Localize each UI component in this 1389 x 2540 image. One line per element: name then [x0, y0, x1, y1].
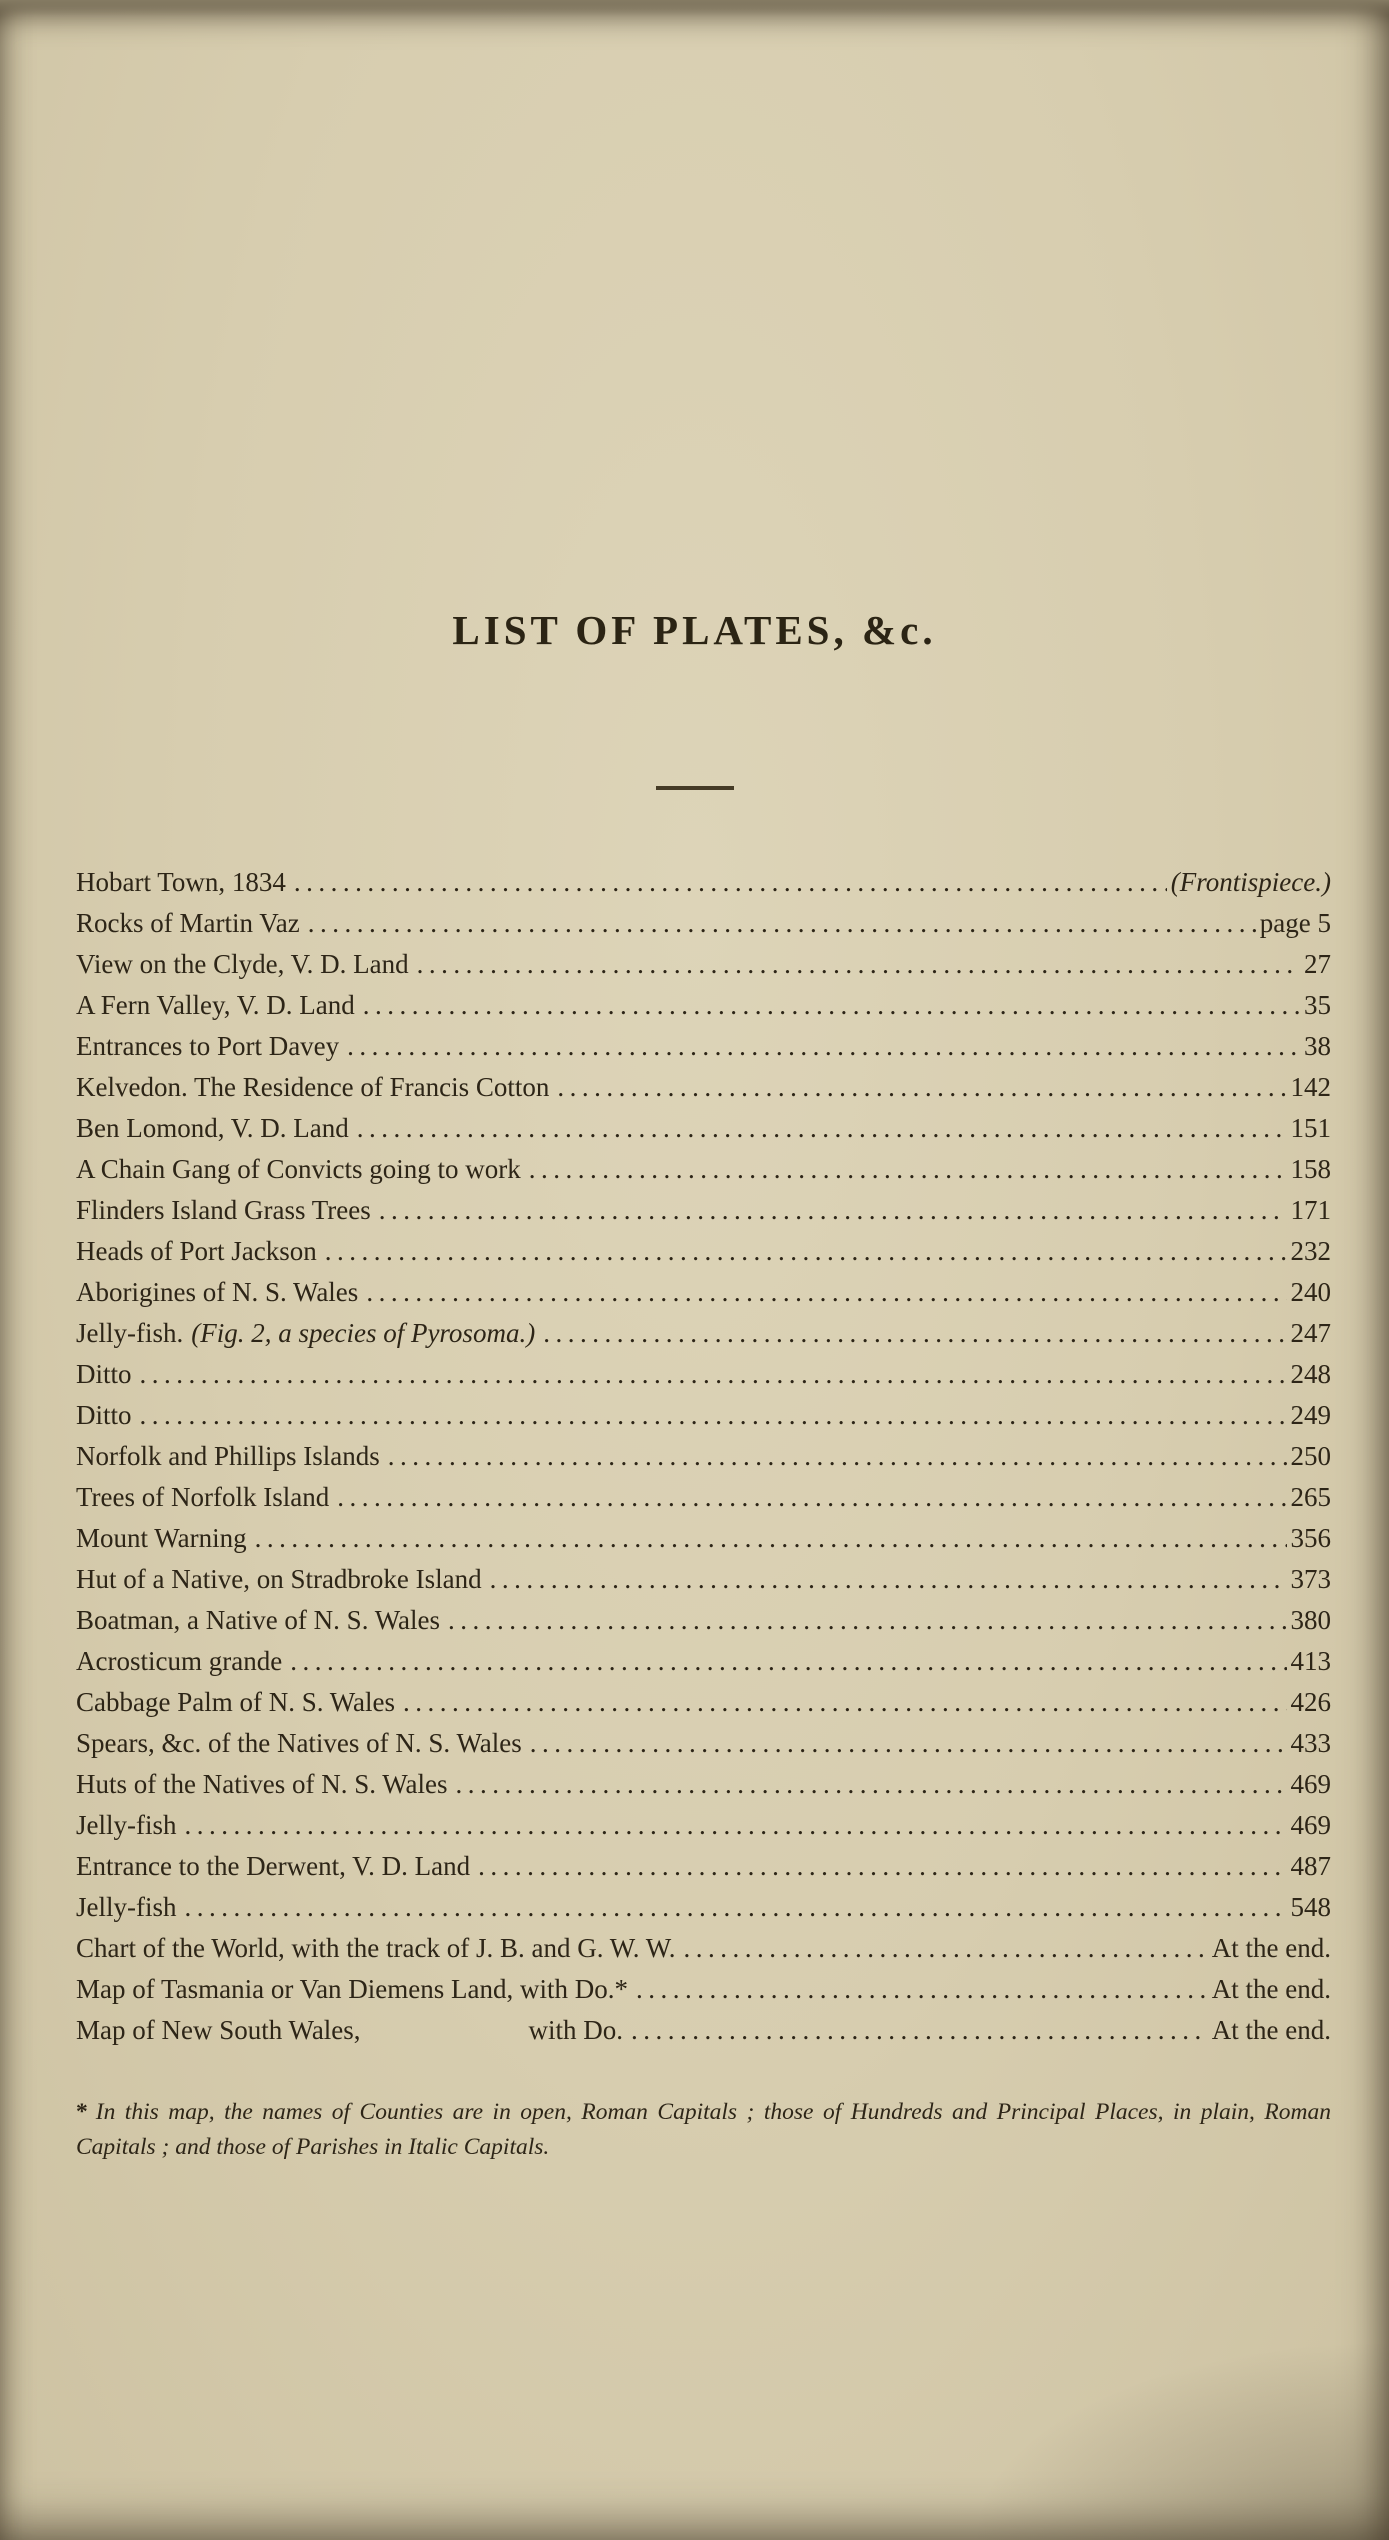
entry-page: 232	[1290, 1236, 1331, 1266]
entry-dot-leader	[529, 1149, 1287, 1190]
entry-dot-leader	[347, 1026, 1300, 1067]
entry-dot-leader	[636, 1969, 1208, 2010]
entry-label: Entrances to Port Davey	[76, 1031, 340, 1061]
plate-entry	[76, 1395, 1331, 1436]
entry-page: 433	[1290, 1728, 1331, 1758]
entry-dot-leader	[557, 1067, 1286, 1108]
divider-rule	[656, 786, 734, 790]
entry-label: Flinders Island Grass Trees	[76, 1195, 371, 1225]
entry-page: 426	[1290, 1687, 1331, 1717]
entry-page: 151	[1290, 1113, 1331, 1143]
entry-label: Hut of a Native, on Stradbroke Island	[76, 1564, 482, 1594]
entry-dot-leader	[448, 1600, 1287, 1641]
entry-dot-leader	[290, 1641, 1286, 1682]
entry-dot-leader	[403, 1682, 1286, 1723]
entry-dot-leader	[140, 1395, 1287, 1436]
entry-page: 356	[1290, 1523, 1331, 1553]
entry-page: 265	[1290, 1482, 1331, 1512]
entry-page: 373	[1290, 1564, 1331, 1594]
entry-dot-leader	[325, 1231, 1287, 1272]
entry-page: (Frontispiece.)	[1170, 867, 1331, 897]
plate-entry	[76, 1887, 1331, 1928]
entry-page: At the end.	[1211, 2015, 1331, 2045]
entry-dot-leader	[456, 1764, 1287, 1805]
entry-label: Norfolk and Phillips Islands	[76, 1441, 380, 1471]
entry-dot-leader	[337, 1477, 1286, 1518]
entry-label: View on the Clyde, V. D. Land	[76, 949, 409, 979]
entry-label: Chart of the World, with the track of J. B. and G. W. W.	[76, 1933, 676, 1963]
footnote	[76, 2095, 1331, 2165]
entry-page: 35	[1304, 990, 1331, 1020]
entry-label: Trees of Norfolk Island	[76, 1482, 330, 1512]
entry-dot-leader	[417, 944, 1300, 985]
entry-label: Jelly-fish	[76, 1892, 177, 1922]
entry-gap-text: with Do.	[528, 2015, 624, 2045]
plate-list	[0, 862, 1389, 2051]
entry-label: Ditto	[76, 1400, 132, 1430]
entry-dot-leader	[140, 1354, 1287, 1395]
entry-dot-leader	[631, 2010, 1208, 2051]
plate-entry	[76, 1354, 1331, 1395]
entry-page: 27	[1304, 949, 1331, 979]
plate-entry	[76, 1190, 1331, 1231]
plate-entry	[76, 903, 1331, 944]
entry-label: Aborigines of N. S. Wales	[76, 1277, 359, 1307]
entry-page: 247	[1290, 1318, 1331, 1348]
plate-entry	[76, 1436, 1331, 1477]
plate-entry	[76, 1805, 1331, 1846]
footnote-marker: *	[76, 2099, 88, 2125]
entry-label: Cabbage Palm of N. S. Wales	[76, 1687, 396, 1717]
plate-entry	[76, 985, 1331, 1026]
entry-page: 142	[1290, 1072, 1331, 1102]
entry-page: 548	[1290, 1892, 1331, 1922]
entry-page: At the end.	[1211, 1933, 1331, 1963]
entry-page: page 5	[1259, 908, 1331, 938]
entry-label: Jelly-fish.	[76, 1318, 184, 1348]
entry-page: 248	[1290, 1359, 1331, 1389]
entry-page: 171	[1290, 1195, 1331, 1225]
entry-label: A Fern Valley, V. D. Land	[76, 990, 355, 1020]
entry-label: Map of Tasmania or Van Diemens Land, with Do.*	[76, 1974, 629, 2004]
entry-label: Ditto	[76, 1359, 132, 1389]
entry-label: Huts of the Natives of N. S. Wales	[76, 1769, 448, 1799]
plate-entry	[76, 1723, 1331, 1764]
plate-entry	[76, 1600, 1331, 1641]
plate-entry	[76, 1928, 1331, 1969]
entry-label: Map of New South Wales,	[76, 2015, 361, 2045]
plate-entry	[76, 1846, 1331, 1887]
plate-entry	[76, 1108, 1331, 1149]
entry-dot-leader	[185, 1805, 1287, 1846]
entry-label: Spears, &c. of the Natives of N. S. Wales	[76, 1728, 522, 1758]
plate-entry	[76, 1559, 1331, 1600]
plate-entry	[76, 2010, 1331, 2051]
entry-dot-leader	[366, 1272, 1286, 1313]
entry-dot-leader	[684, 1928, 1208, 1969]
entry-label: Jelly-fish	[76, 1810, 177, 1840]
entry-dot-leader	[490, 1559, 1287, 1600]
entry-label: Rocks of Martin Vaz	[76, 908, 300, 938]
plate-entry	[76, 1682, 1331, 1723]
entry-page: 38	[1304, 1031, 1331, 1061]
entry-label: Mount Warning	[76, 1523, 247, 1553]
entry-page: 380	[1290, 1605, 1331, 1635]
entry-italic: (Fig. 2, a species of Pyrosoma.)	[191, 1318, 536, 1348]
plate-entry	[76, 1026, 1331, 1067]
entry-dot-leader	[255, 1518, 1287, 1559]
plate-entry	[76, 1641, 1331, 1682]
entry-dot-leader	[530, 1723, 1287, 1764]
entry-page: 487	[1290, 1851, 1331, 1881]
plate-entry	[76, 1313, 1331, 1354]
entry-label: Boatman, a Native of N. S. Wales	[76, 1605, 440, 1635]
entry-label: Entrance to the Derwent, V. D. Land	[76, 1851, 471, 1881]
entry-dot-leader	[379, 1190, 1287, 1231]
entry-page: 250	[1290, 1441, 1331, 1471]
entry-dot-leader	[543, 1313, 1286, 1354]
entry-label: Acrosticum grande	[76, 1646, 283, 1676]
entry-page: 158	[1290, 1154, 1331, 1184]
plate-entry	[76, 1067, 1331, 1108]
page-title: LIST OF PLATES, &c.	[452, 607, 937, 653]
entry-page: At the end.	[1211, 1974, 1331, 2004]
plate-entry	[76, 944, 1331, 985]
entry-label: A Chain Gang of Convicts going to work	[76, 1154, 521, 1184]
entry-label: Kelvedon. The Residence of Francis Cotton	[76, 1072, 550, 1102]
entry-dot-leader	[308, 903, 1256, 944]
entry-dot-leader	[478, 1846, 1286, 1887]
entry-page: 249	[1290, 1400, 1331, 1430]
entry-page: 240	[1290, 1277, 1331, 1307]
entry-dot-leader	[363, 985, 1300, 1026]
plate-entry	[76, 1764, 1331, 1805]
footnote-text: In this map, the names of Counties are in open, Roman Capitals ; those of Hundreds and Principal Places, in plain, Roman Capitals ; and those of Parishes in Italic Capitals.	[76, 2099, 1331, 2160]
entry-dot-leader	[388, 1436, 1287, 1477]
entry-label: Heads of Port Jackson	[76, 1236, 317, 1266]
entry-page: 469	[1290, 1810, 1331, 1840]
plate-entry	[76, 1477, 1331, 1518]
entry-dot-leader	[294, 862, 1167, 903]
plate-entry	[76, 1272, 1331, 1313]
plate-entry	[76, 1969, 1331, 2010]
plate-entry	[76, 862, 1331, 903]
entry-page: 469	[1290, 1769, 1331, 1799]
plate-entry	[76, 1231, 1331, 1272]
plate-entry	[76, 1149, 1331, 1190]
entry-page: 413	[1290, 1646, 1331, 1676]
plate-entry	[76, 1518, 1331, 1559]
entry-dot-leader	[185, 1887, 1287, 1928]
entry-label: Ben Lomond, V. D. Land	[76, 1113, 349, 1143]
entry-dot-leader	[357, 1108, 1287, 1149]
entry-label: Hobart Town, 1834	[76, 867, 286, 897]
